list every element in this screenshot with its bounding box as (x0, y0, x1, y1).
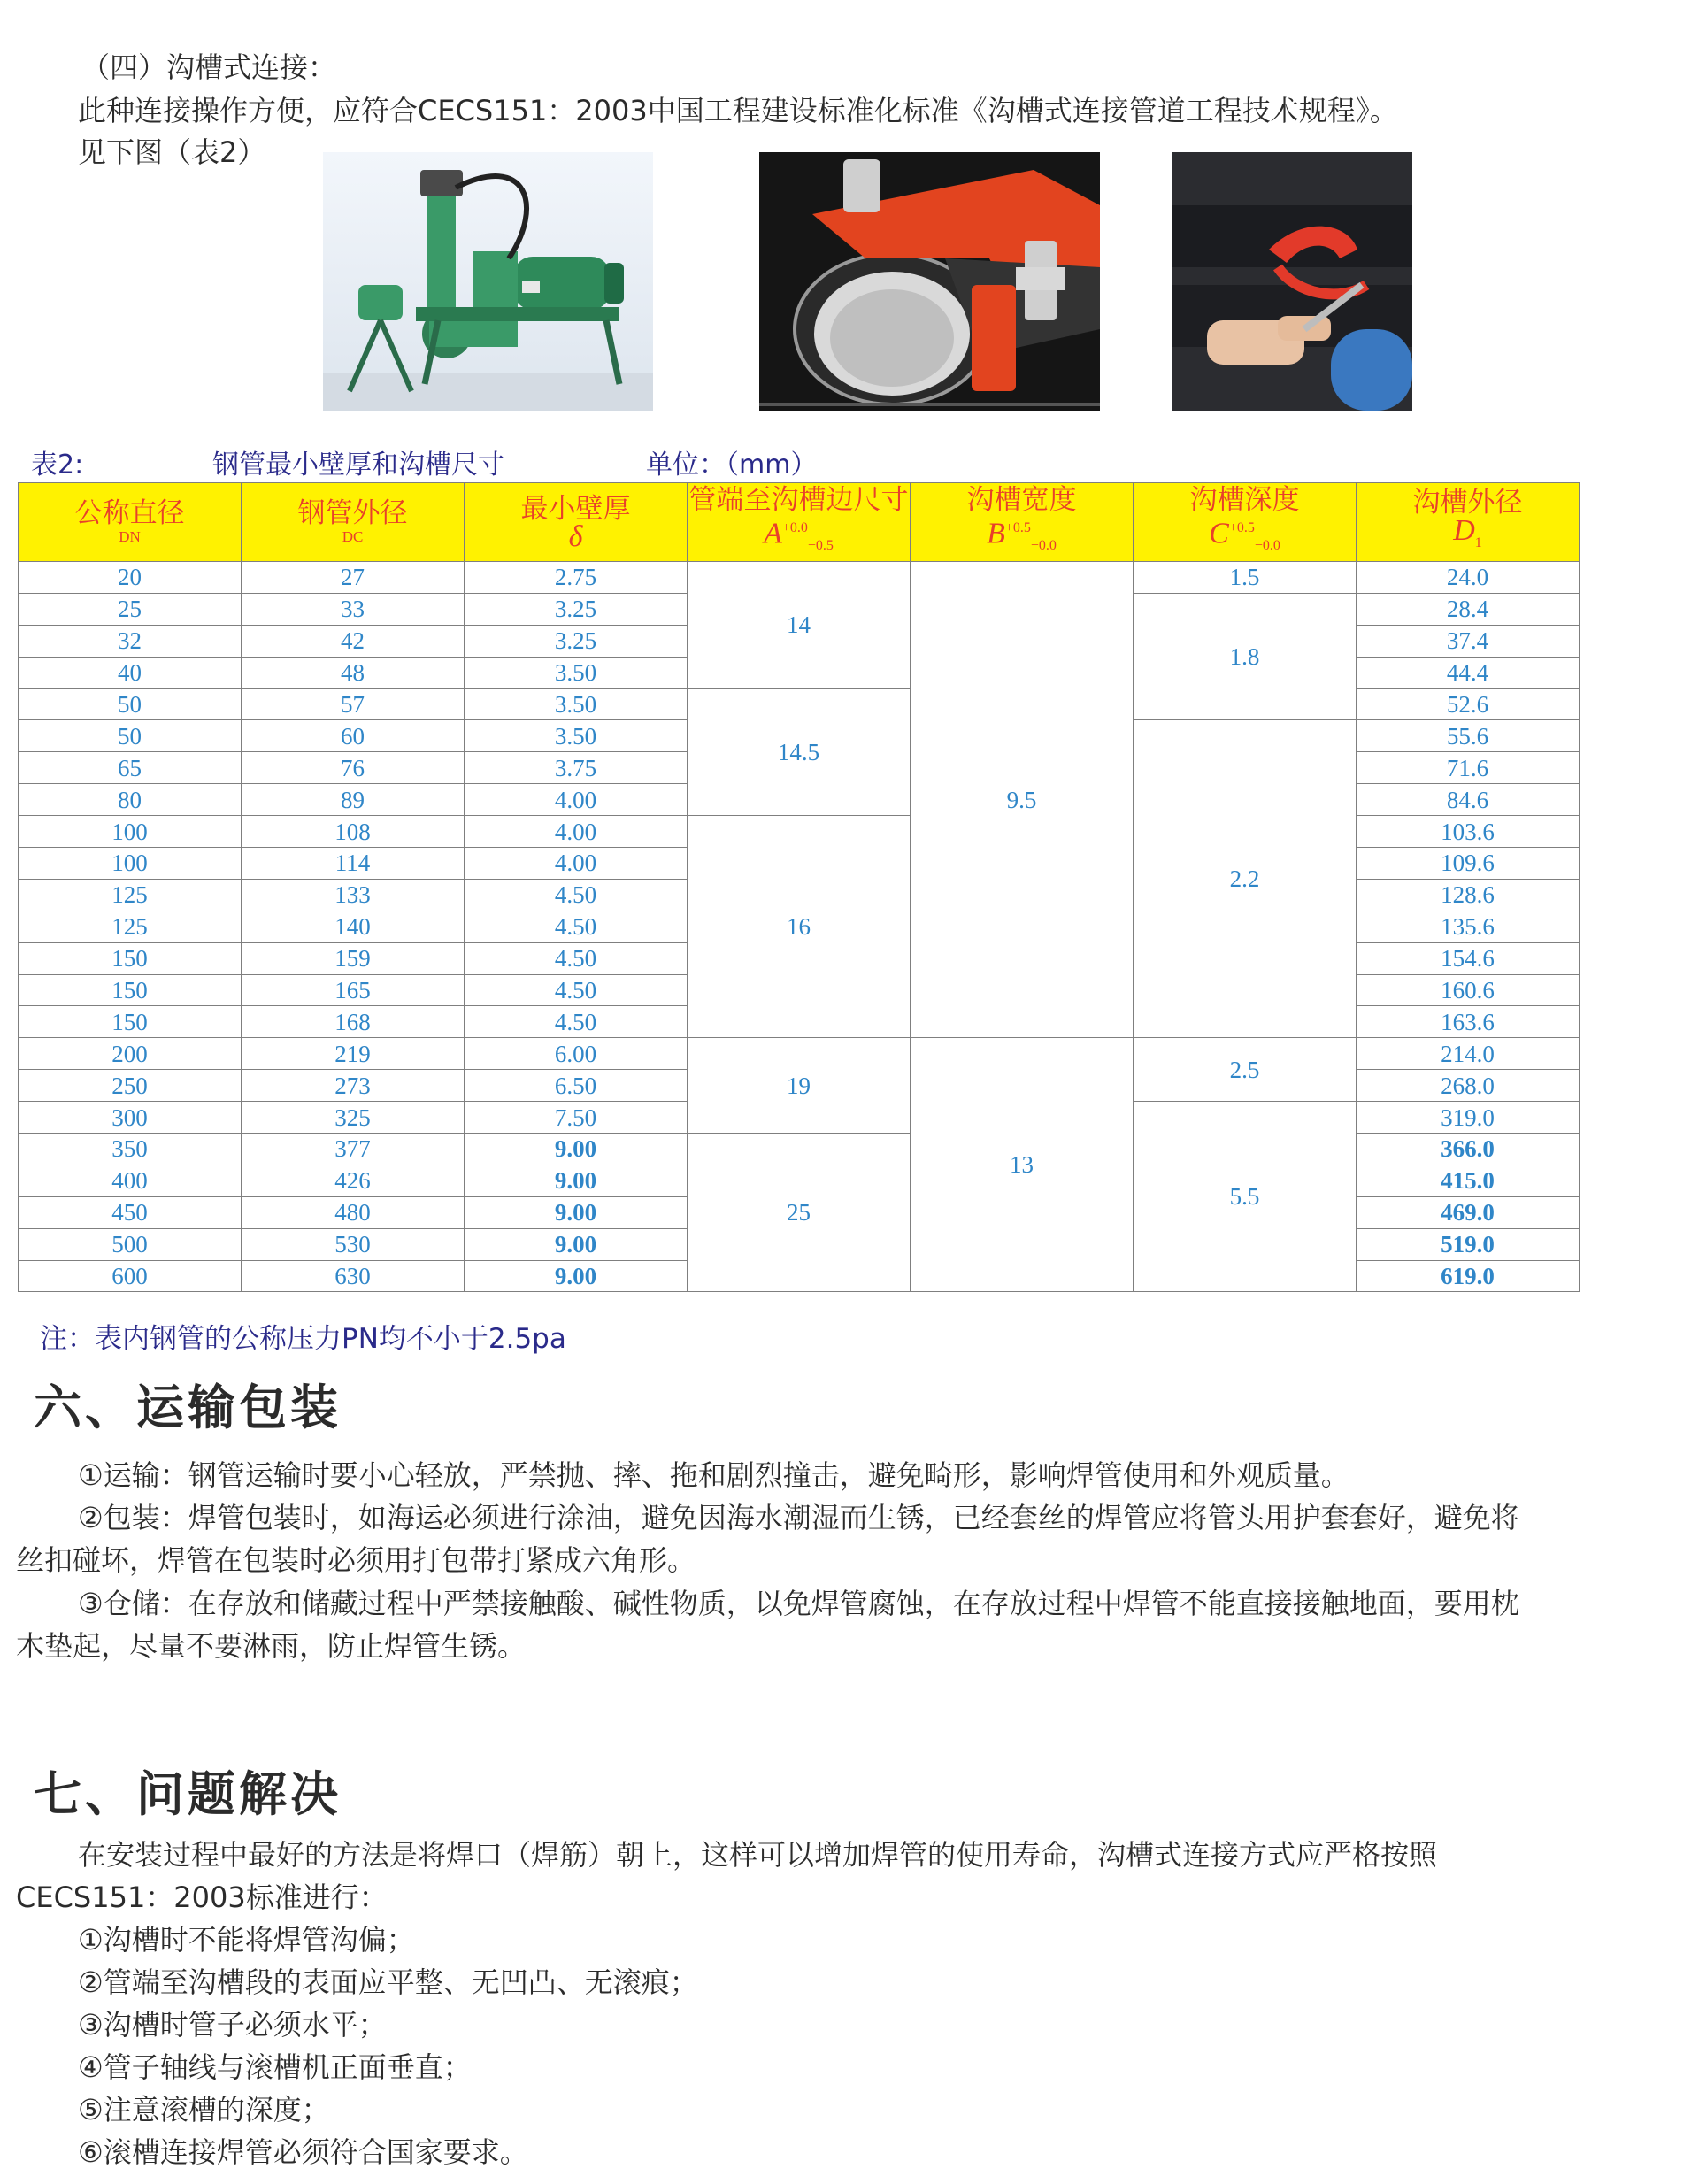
cell-min-thickness: 9.00 (465, 1228, 688, 1260)
section-seven-item: ②管端至沟槽段的表面应平整、无凹凸、无滚痕； (78, 1965, 698, 1999)
cell-min-thickness: 3.25 (465, 593, 688, 625)
cell-min-thickness: 3.50 (465, 688, 688, 720)
cell-min-thickness: 3.50 (465, 657, 688, 688)
installation-photo (1172, 152, 1412, 411)
cell-dc: 140 (242, 911, 465, 942)
cell-a: 14.5 (688, 688, 911, 816)
cell-d1: 128.6 (1357, 879, 1580, 911)
cell-min-thickness: 9.00 (465, 1134, 688, 1165)
table-row (19, 562, 1580, 594)
cell-c: 2.2 (1134, 720, 1357, 1038)
cell-c: 1.8 (1134, 593, 1357, 720)
cell-d1: 71.6 (1357, 752, 1580, 784)
cell-d1: 103.6 (1357, 816, 1580, 848)
cell-dn: 100 (19, 816, 242, 848)
cell-d1: 28.4 (1357, 593, 1580, 625)
cell-dn: 600 (19, 1260, 242, 1292)
section-paragraph: 见下图（表2） (78, 135, 266, 169)
cell-dc: 273 (242, 1070, 465, 1102)
section-six-paragraph: 丝扣碰坏，焊管在包装时必须用打包带打紧成六角形。 (16, 1543, 696, 1577)
cell-d1: 519.0 (1357, 1228, 1580, 1260)
header-dn: 公称直径 DN (19, 483, 242, 562)
cell-dc: 168 (242, 1006, 465, 1038)
header-min-thickness: 最小壁厚 δ (465, 483, 688, 562)
cell-dc: 42 (242, 625, 465, 657)
cell-d1: 160.6 (1357, 974, 1580, 1006)
cell-d1: 415.0 (1357, 1165, 1580, 1196)
section-seven-item: ⑥滚槽连接焊管必须符合国家要求。 (78, 2135, 528, 2169)
cell-a: 19 (688, 1038, 911, 1134)
cell-a: 25 (688, 1134, 911, 1292)
section-six-paragraph: ①运输：钢管运输时要小心轻放，严禁抛、摔、拖和剧烈撞击，避免畸形，影响焊管使用和外观质量。 (78, 1458, 1349, 1492)
cell-dc: 108 (242, 816, 465, 848)
cell-dn: 40 (19, 657, 242, 688)
cell-d1: 214.0 (1357, 1038, 1580, 1070)
cell-dc: 48 (242, 657, 465, 688)
cell-b: 13 (911, 1038, 1134, 1292)
cell-a: 16 (688, 816, 911, 1038)
cell-min-thickness: 9.00 (465, 1165, 688, 1196)
cell-dc: 76 (242, 752, 465, 784)
cell-d1: 163.6 (1357, 1006, 1580, 1038)
cell-dn: 150 (19, 1006, 242, 1038)
cell-dn: 150 (19, 942, 242, 974)
header-dc: 钢管外径 DC (242, 483, 465, 562)
cell-min-thickness: 4.50 (465, 974, 688, 1006)
section-seven-item: ④管子轴线与滚槽机正面垂直； (78, 2050, 472, 2084)
header-c: 沟槽深度 $C^{+0.5}_{-0.0}$ (1134, 483, 1357, 562)
section-paragraph: 此种连接操作方便，应符合CECS151：2003中国工程建设标准化标准《沟槽式连接管道工程技术规程》。 (78, 94, 1398, 127)
cell-dn: 250 (19, 1070, 242, 1102)
cell-dc: 159 (242, 942, 465, 974)
cell-c: 2.5 (1134, 1038, 1357, 1102)
section-six-paragraph: ③仓储：在存放和储藏过程中严禁接触酸、碱性物质，以免焊管腐蚀，在存放过程中焊管不能直接接触地面，要用枕 (78, 1587, 1519, 1620)
table-label: 表2: (31, 450, 84, 481)
cell-dc: 630 (242, 1260, 465, 1292)
cell-b: 9.5 (911, 562, 1134, 1038)
cell-min-thickness: 9.00 (465, 1196, 688, 1228)
cell-min-thickness: 3.25 (465, 625, 688, 657)
cell-dn: 150 (19, 974, 242, 1006)
cell-min-thickness: 6.00 (465, 1038, 688, 1070)
header-d1: 沟槽外径 $D_1$ (1357, 483, 1580, 562)
cell-min-thickness: 4.00 (465, 848, 688, 880)
cell-dc: 89 (242, 784, 465, 816)
cell-dn: 500 (19, 1228, 242, 1260)
table-note: 注：表内钢管的公称压力PN均不小于2.5pa (40, 1323, 566, 1355)
cell-dc: 33 (242, 593, 465, 625)
section-six-title: 六、运输包装 (34, 1380, 342, 1435)
cell-dn: 350 (19, 1134, 242, 1165)
cell-min-thickness: 3.50 (465, 720, 688, 752)
cell-dn: 32 (19, 625, 242, 657)
table-unit: 单位：（mm） (646, 450, 818, 481)
cell-dn: 400 (19, 1165, 242, 1196)
cell-min-thickness: 9.00 (465, 1260, 688, 1292)
cell-c: 1.5 (1134, 562, 1357, 594)
groove-dimension-table (18, 482, 1580, 1292)
table-title: 钢管最小壁厚和沟槽尺寸 (212, 450, 504, 481)
cell-dc: 165 (242, 974, 465, 1006)
table-row (19, 1038, 1580, 1070)
cell-dn: 20 (19, 562, 242, 594)
section-seven-item: ①沟槽时不能将焊管沟偏； (78, 1923, 415, 1957)
cell-dn: 450 (19, 1196, 242, 1228)
cell-dn: 200 (19, 1038, 242, 1070)
cell-min-thickness: 7.50 (465, 1102, 688, 1134)
grooving-machine-photo (323, 152, 653, 411)
cell-dc: 57 (242, 688, 465, 720)
cell-min-thickness: 6.50 (465, 1070, 688, 1102)
cell-d1: 469.0 (1357, 1196, 1580, 1228)
cell-d1: 84.6 (1357, 784, 1580, 816)
cell-min-thickness: 4.00 (465, 816, 688, 848)
section-six-paragraph: 木垫起，尽量不要淋雨，防止焊管生锈。 (16, 1629, 527, 1663)
cell-dn: 50 (19, 720, 242, 752)
section-heading: （四）沟槽式连接： (81, 50, 337, 84)
section-seven-intro: CECS151：2003标准进行： (16, 1880, 388, 1914)
cell-dn: 125 (19, 911, 242, 942)
cell-d1: 135.6 (1357, 911, 1580, 942)
cell-d1: 366.0 (1357, 1134, 1580, 1165)
cell-min-thickness: 4.50 (465, 942, 688, 974)
section-six-paragraph: ②包装：焊管包装时，如海运必须进行涂油，避免因海水潮湿而生锈，已经套丝的焊管应将管头用护套套好，避免将 (78, 1501, 1519, 1534)
cell-dn: 100 (19, 848, 242, 880)
cell-dc: 426 (242, 1165, 465, 1196)
cell-d1: 319.0 (1357, 1102, 1580, 1134)
header-b: 沟槽宽度 $B^{+0.5}_{-0.0}$ (911, 483, 1134, 562)
cell-dn: 50 (19, 688, 242, 720)
section-seven-intro: 在安装过程中最好的方法是将焊口（焊筋）朝上，这样可以增加焊管的使用寿命，沟槽式连接方式应严格按照 (78, 1838, 1438, 1872)
cell-dc: 480 (242, 1196, 465, 1228)
cell-min-thickness: 4.50 (465, 879, 688, 911)
section-seven-item: ③沟槽时管子必须水平； (78, 2008, 387, 2042)
cell-d1: 37.4 (1357, 625, 1580, 657)
cell-d1: 44.4 (1357, 657, 1580, 688)
cell-d1: 109.6 (1357, 848, 1580, 880)
table-header-row (19, 483, 1580, 562)
cell-min-thickness: 4.00 (465, 784, 688, 816)
section-seven-title: 七、问题解决 (34, 1766, 342, 1822)
cell-c: 5.5 (1134, 1102, 1357, 1292)
cell-d1: 154.6 (1357, 942, 1580, 974)
cell-a: 14 (688, 562, 911, 689)
cell-dc: 219 (242, 1038, 465, 1070)
cell-min-thickness: 3.75 (465, 752, 688, 784)
cell-dc: 530 (242, 1228, 465, 1260)
cell-d1: 52.6 (1357, 688, 1580, 720)
cell-dc: 27 (242, 562, 465, 594)
header-a: 管端至沟槽边尺寸 $A^{+0.0}_{-0.5}$ (688, 483, 911, 562)
cell-min-thickness: 4.50 (465, 1006, 688, 1038)
cell-d1: 619.0 (1357, 1260, 1580, 1292)
cell-dn: 80 (19, 784, 242, 816)
coupling-cutaway-photo (759, 152, 1100, 411)
cell-dc: 60 (242, 720, 465, 752)
cell-min-thickness: 4.50 (465, 911, 688, 942)
cell-dn: 300 (19, 1102, 242, 1134)
cell-dc: 377 (242, 1134, 465, 1165)
cell-dn: 125 (19, 879, 242, 911)
cell-dc: 133 (242, 879, 465, 911)
cell-dn: 65 (19, 752, 242, 784)
cell-dn: 25 (19, 593, 242, 625)
cell-d1: 24.0 (1357, 562, 1580, 594)
cell-dc: 325 (242, 1102, 465, 1134)
cell-d1: 55.6 (1357, 720, 1580, 752)
cell-dc: 114 (242, 848, 465, 880)
cell-min-thickness: 2.75 (465, 562, 688, 594)
section-seven-item: ⑤注意滚槽的深度； (78, 2093, 330, 2126)
cell-d1: 268.0 (1357, 1070, 1580, 1102)
